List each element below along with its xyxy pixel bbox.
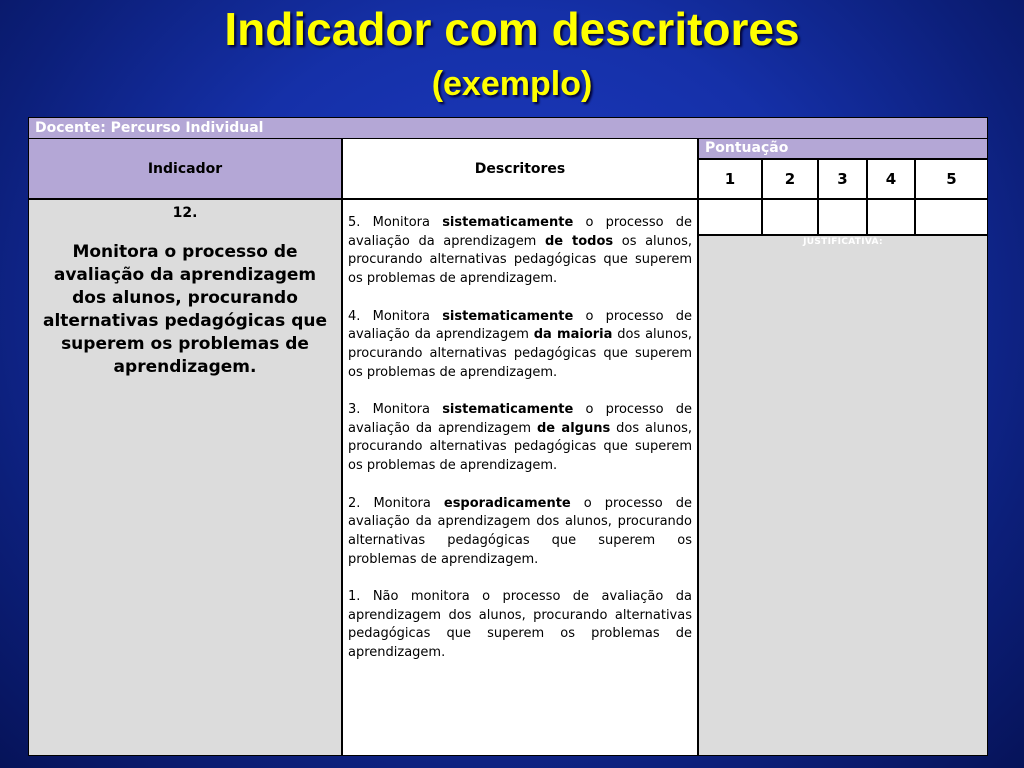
score-cell-1[interactable] (699, 200, 761, 234)
score-column-5: 5 (916, 160, 987, 198)
slide-title: Indicador com descritores (224, 3, 800, 55)
descriptor-level-2 (348, 495, 692, 570)
descriptor-text: 5. Monitora (348, 215, 443, 230)
score-column-3: 3 (819, 160, 866, 198)
descriptor-text: o processo de avaliação da aprendizagem (348, 215, 692, 249)
score-cell-5[interactable] (916, 200, 987, 234)
descriptor-text: 2. Monitora (348, 495, 444, 511)
descriptor-level-1 (348, 588, 692, 663)
descriptor-emphasis: sistematicamente (442, 215, 574, 230)
indicator-cell (29, 200, 341, 755)
descriptor-text: 4. Monitora (348, 308, 443, 324)
section-label: Docente: Percurso Individual (29, 118, 987, 138)
indicator-text: Monitora o processo de avaliação da aprendizagem dos alunos, procurando alternativas pedagógicas que superem os problemas de aprendizagem. (42, 242, 328, 377)
score-cell-3[interactable] (819, 200, 866, 234)
descriptor-text: o processo de avaliação da aprendizagem (348, 402, 692, 436)
descriptor-emphasis: de alguns (536, 420, 611, 436)
descriptor-emphasis: esporadicamente (443, 495, 571, 511)
header-indicator-label: Indicador (147, 160, 223, 177)
header-score: Pontuação (699, 139, 987, 158)
descriptors-cell (343, 200, 697, 755)
descriptor-emphasis: da maioria (533, 327, 613, 343)
justification-label: JUSTIFICATIVA: (803, 237, 883, 247)
descriptor-level-4 (348, 308, 692, 383)
descriptor-text: o processo de avaliação da aprendizagem (348, 308, 692, 343)
score-cell-4[interactable] (868, 200, 914, 234)
score-column-2: 2 (763, 160, 817, 198)
descriptor-text: dos alunos, procurando alternativas pedagógicas que superem os problemas de aprendizagem. (348, 420, 692, 474)
justification-cell[interactable] (699, 236, 987, 755)
header-indicator (29, 139, 341, 198)
descriptor-level-5 (348, 214, 692, 289)
header-descriptors-label: Descritores (474, 160, 566, 177)
descriptor-text: 1. Não monitora o processo de avaliação da aprendizagem dos alunos, procurando alternativas pedagógicas que superem os problemas de aprendizagem. (348, 589, 692, 661)
score-cell-2[interactable] (763, 200, 817, 234)
header-descriptors (343, 139, 697, 198)
descriptor-text: os alunos, procurando alternativas pedagógicas que superem os problemas de aprendizagem. (348, 233, 692, 287)
slide-subtitle: (exemplo) (431, 65, 593, 103)
descriptor-level-3 (348, 401, 692, 476)
descriptor-emphasis: sistematicamente (442, 402, 574, 417)
descriptor-emphasis: de todos (544, 233, 614, 249)
descriptor-text: dos alunos, procurando alternativas pedagógicas que superem os problemas de aprendizagem. (348, 327, 692, 380)
descriptor-text: o processo de avaliação da aprendizagem dos alunos, procurando alternativas pedagógicas que superem os problemas de aprendizagem. (348, 495, 692, 567)
score-column-1: 1 (699, 160, 761, 198)
indicator-number: 12. (172, 205, 198, 221)
page-number: 28 (505, 729, 519, 744)
indicator-table (28, 117, 988, 756)
descriptor-emphasis: sistematicamente (442, 308, 574, 324)
score-column-4: 4 (868, 160, 914, 198)
descriptor-text: 3. Monitora (348, 402, 443, 417)
